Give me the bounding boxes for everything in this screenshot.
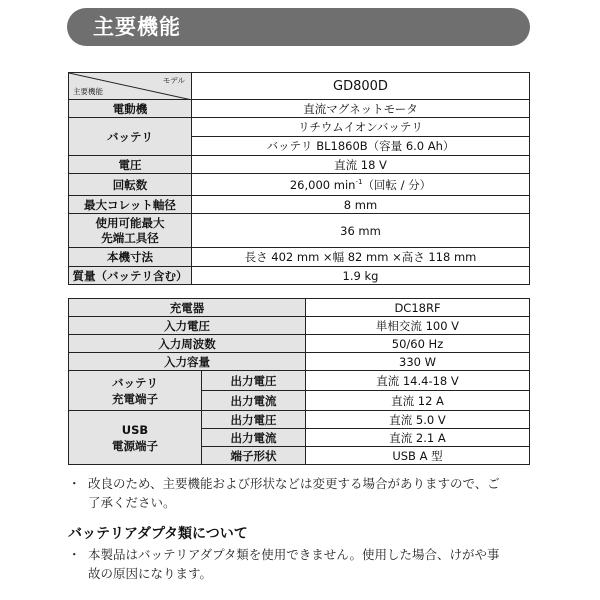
max-tool-label-line2: 先端工具径 bbox=[101, 230, 159, 245]
battery-group-label-line1: バッテリ bbox=[112, 375, 158, 390]
row-value-battery-output-current: 直流 12 A bbox=[306, 391, 530, 411]
row-value-input-frequency: 50/60 Hz bbox=[306, 335, 530, 353]
battery-group-label-line2: 充電端子 bbox=[112, 391, 158, 406]
row-value-collet: 8 mm bbox=[192, 196, 530, 214]
row-value-input-voltage: 単相交流 100 V bbox=[306, 317, 530, 335]
row-label-dimensions: 本機寸法 bbox=[69, 248, 192, 267]
row-value-input-capacity: 330 W bbox=[306, 353, 530, 371]
charger-table bbox=[68, 298, 530, 465]
adapter-heading: バッテリアダプタ類について bbox=[68, 526, 248, 542]
row-value-usb-connector: USB A 型 bbox=[306, 447, 530, 465]
row-value-usb-output-voltage: 直流 5.0 V bbox=[306, 411, 530, 429]
row-label-input-voltage: 入力電圧 bbox=[69, 317, 306, 335]
model-name: GD800D bbox=[192, 73, 530, 100]
row-value-weight: 1.9 kg bbox=[192, 267, 530, 285]
usb-terminal-group bbox=[69, 411, 202, 465]
row-value-usb-output-current: 直流 2.1 A bbox=[306, 429, 530, 447]
charger-model: DC18RF bbox=[306, 299, 530, 317]
table-corner-cell bbox=[69, 73, 192, 100]
row-label-usb-connector: 端子形状 bbox=[202, 447, 306, 465]
charger-header-label: 充電器 bbox=[69, 299, 306, 317]
row-label-max-tool bbox=[69, 214, 192, 248]
rpm-unit: （回転 / 分） bbox=[362, 177, 432, 192]
row-value-voltage: 直流 18 V bbox=[192, 156, 530, 174]
rpm-number: 26,000 min bbox=[289, 177, 356, 192]
row-label-battery: バッテリ bbox=[69, 118, 192, 156]
improvement-note-line1: 改良のため、主要機能および形状などは変更する場合がありますので、ご bbox=[88, 476, 500, 491]
row-label-rpm: 回転数 bbox=[69, 174, 192, 196]
section-title: 主要機能 bbox=[67, 8, 530, 46]
row-label-weight: 質量（バッテリ含む） bbox=[69, 267, 192, 285]
row-value-max-tool: 36 mm bbox=[192, 214, 530, 248]
corner-label-features: 主要機能 bbox=[73, 87, 103, 96]
corner-label-model: モデル bbox=[162, 76, 185, 85]
row-value-battery-model: バッテリ BL1860B（容量 6.0 Ah） bbox=[192, 137, 530, 156]
row-label-input-capacity: 入力容量 bbox=[69, 353, 306, 371]
bullet: ・ bbox=[68, 547, 81, 562]
max-tool-label-line1: 使用可能最大 bbox=[95, 215, 165, 230]
row-value-dimensions: 長さ 402 mm ×幅 82 mm ×高さ 118 mm bbox=[192, 248, 530, 267]
row-value-battery-output-voltage: 直流 14.4-18 V bbox=[306, 371, 530, 391]
adapter-note-line1: 本製品はバッテリアダプタ類を使用できません。使用した場合、けがや事 bbox=[88, 547, 500, 562]
row-label-voltage: 電圧 bbox=[69, 156, 192, 174]
improvement-note bbox=[68, 474, 538, 512]
row-label-usb-output-voltage: 出力電圧 bbox=[202, 411, 306, 429]
rpm-exponent: -1 bbox=[355, 177, 363, 186]
row-label-collet: 最大コレット軸径 bbox=[69, 196, 192, 214]
row-label-battery-output-current: 出力電流 bbox=[202, 391, 306, 411]
row-label-motor: 電動機 bbox=[69, 100, 192, 118]
bullet: ・ bbox=[68, 476, 81, 491]
adapter-note bbox=[68, 545, 538, 583]
row-value-rpm bbox=[192, 174, 530, 196]
usb-group-label-line1: USB bbox=[121, 422, 149, 437]
row-value-motor: 直流マグネットモータ bbox=[192, 100, 530, 118]
spec-table bbox=[68, 72, 530, 285]
usb-group-label-line2: 電源端子 bbox=[112, 438, 158, 453]
row-label-battery-output-voltage: 出力電圧 bbox=[202, 371, 306, 391]
improvement-note-line2: 了承ください。 bbox=[88, 495, 176, 510]
row-label-input-frequency: 入力周波数 bbox=[69, 335, 306, 353]
adapter-note-line2: 故の原因になります。 bbox=[88, 566, 213, 581]
row-label-usb-output-current: 出力電流 bbox=[202, 429, 306, 447]
battery-terminal-group bbox=[69, 371, 202, 411]
row-value-battery-type: リチウムイオンバッテリ bbox=[192, 118, 530, 137]
